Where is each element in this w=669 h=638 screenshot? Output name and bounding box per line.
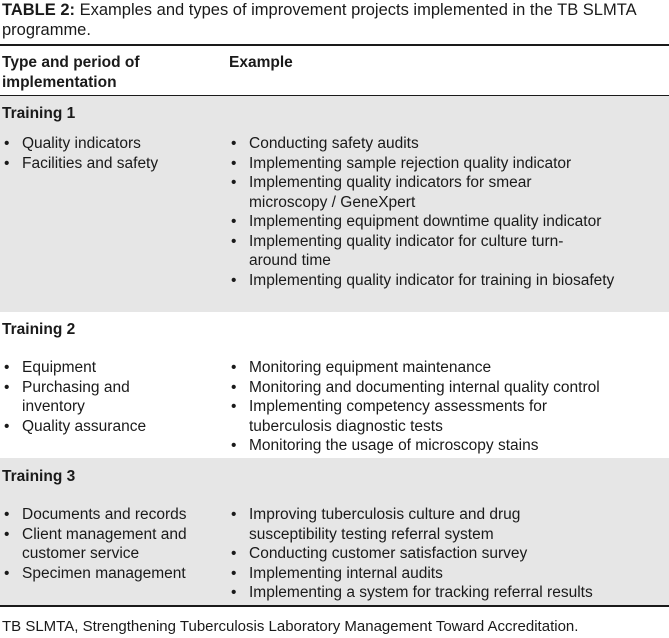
list-item: • Documents and records [2, 505, 217, 525]
section-title: Training 3 [2, 468, 76, 485]
example-list [229, 134, 669, 290]
list-item: • Equipment [2, 358, 217, 378]
type-list [2, 358, 217, 436]
example-list [229, 358, 669, 456]
list-item: • Implementing sample rejection quality indicator [229, 154, 669, 174]
list-item: • Purchasing and inventory [2, 378, 172, 417]
section-training-1 [0, 96, 669, 312]
type-list [2, 505, 217, 583]
section-title: Training 1 [2, 105, 76, 122]
list-item: • Monitoring and documenting internal quality control [229, 378, 669, 398]
list-item: • Facilities and safety [2, 154, 217, 174]
list-item: • Improving tuberculosis culture and drug susceptibility testing referral system [229, 505, 599, 544]
table-footnote: TB SLMTA, Strengthening Tuberculosis Laboratory Management Toward Accreditation. [2, 618, 579, 635]
list-item: • Quality assurance [2, 417, 217, 437]
list-item: • Monitoring equipment maintenance [229, 358, 669, 378]
section-training-2 [0, 312, 669, 458]
list-item: • Implementing competency assessments for tuberculosis diagnostic tests [229, 397, 634, 436]
list-item: • Implementing quality indicators for smear microscopy / GeneXpert [229, 173, 584, 212]
section-title: Training 2 [2, 321, 76, 338]
list-item: • Conducting customer satisfaction survey [229, 544, 669, 564]
table-caption [2, 0, 669, 40]
type-list [2, 134, 217, 173]
list-item: • Implementing quality indicator for culture turn-around time [229, 232, 584, 271]
column-header-example: Example [229, 54, 293, 71]
section-training-3 [0, 458, 669, 605]
column-header-type-period: Type and period of implementation [2, 54, 140, 91]
list-item: • Specimen management [2, 564, 217, 584]
table-bottom-rule [0, 605, 669, 607]
list-item: • Implementing internal audits [229, 564, 669, 584]
table-caption-label: TABLE 2: [2, 1, 76, 19]
list-item: • Implementing quality indicator for training in biosafety [229, 271, 634, 291]
list-item: • Quality indicators [2, 134, 217, 154]
table-top-rule [0, 44, 669, 46]
list-item: • Implementing equipment downtime quality indicator [229, 212, 669, 232]
table-caption-text: Examples and types of improvement projects implemented in the TB SLMTA programme. [2, 1, 636, 39]
list-item: • Monitoring the usage of microscopy stains [229, 436, 669, 456]
list-item: • Client management and customer service [2, 525, 222, 564]
list-item: • Conducting safety audits [229, 134, 669, 154]
example-list [229, 505, 669, 603]
list-item: • Implementing a system for tracking referral results [229, 583, 669, 603]
